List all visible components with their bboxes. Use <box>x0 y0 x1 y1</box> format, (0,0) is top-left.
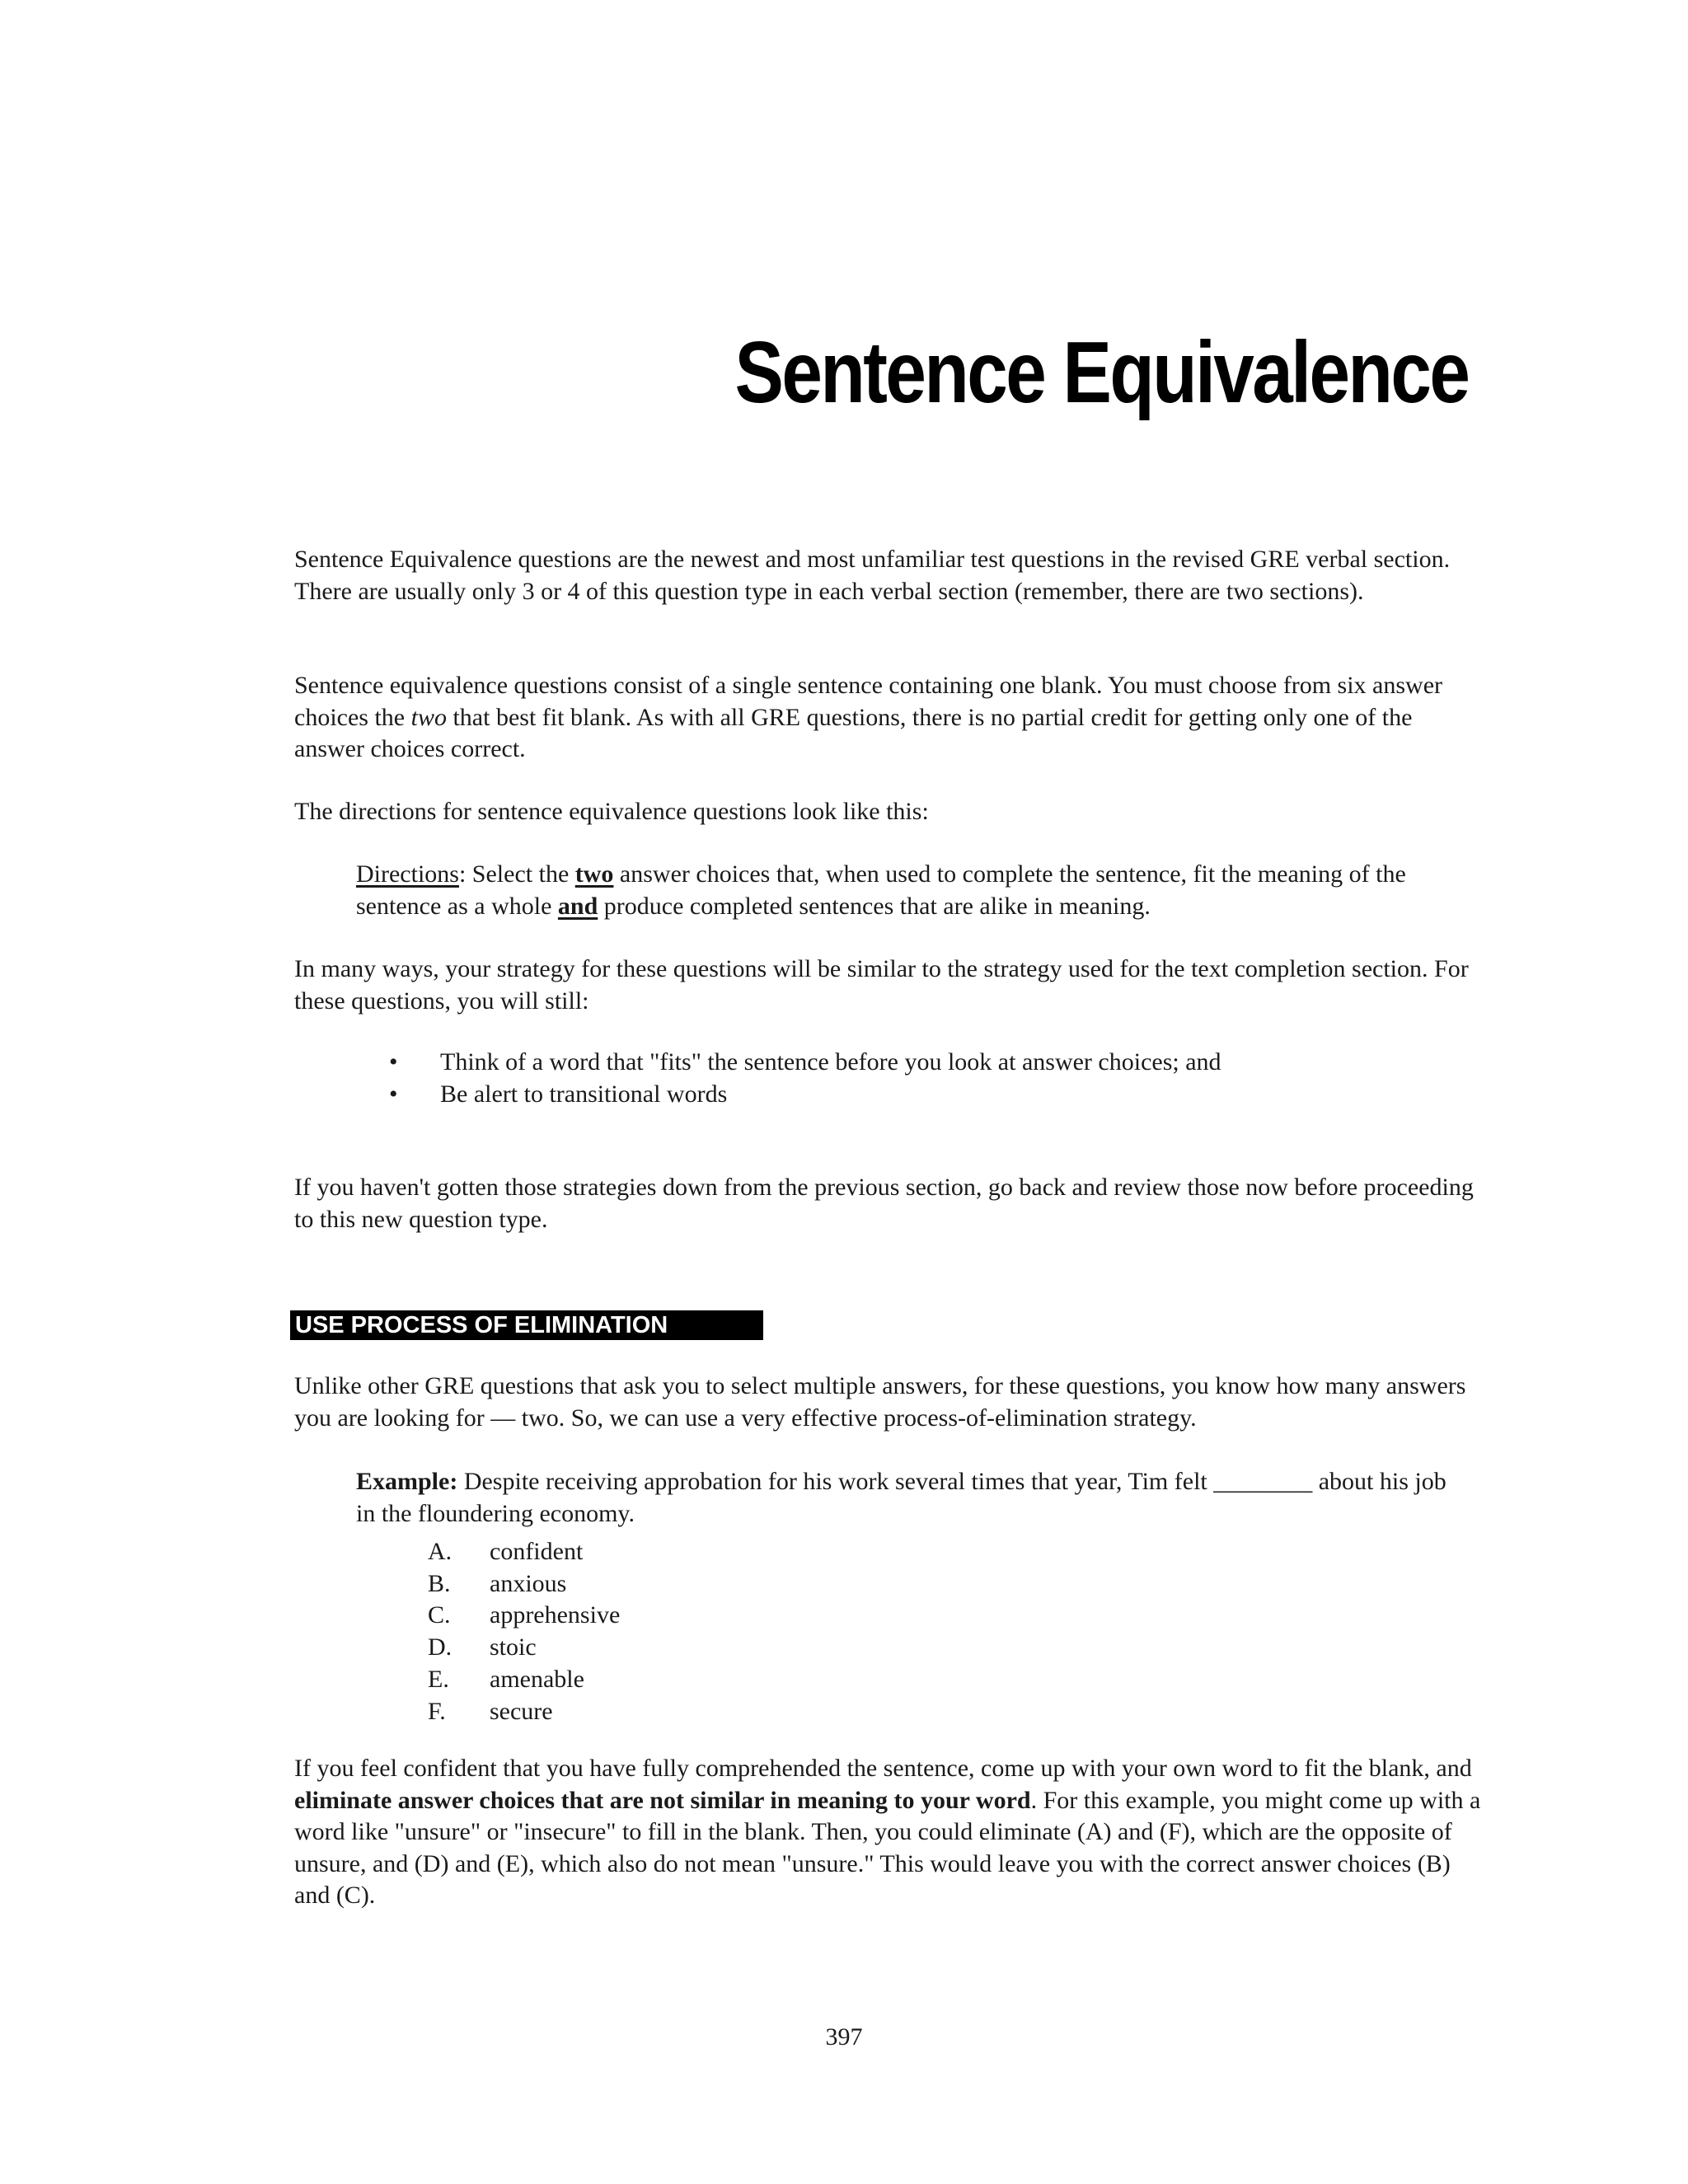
directions-box <box>356 859 1452 922</box>
directions-and: and <box>557 892 598 920</box>
directions-text-3: produce completed sentences that are alike in meaning. <box>598 892 1151 920</box>
option-letter: B. <box>428 1569 451 1597</box>
example-question <box>356 1466 1452 1530</box>
bullet-text: Be alert to transitional words <box>440 1080 728 1108</box>
intro-paragraph-2-emphasis: two <box>410 703 447 731</box>
option-letter: C. <box>428 1601 451 1629</box>
answer-option <box>428 1600 620 1632</box>
option-text: apprehensive <box>490 1601 621 1629</box>
option-text: amenable <box>490 1665 584 1693</box>
conclusion-bold: eliminate answer choices that are not similar in meaning to your word <box>294 1786 1031 1814</box>
directions-text-2: answer choices that, when used to complete the sentence, fit the meaning of the sentence as a whole <box>356 860 1406 920</box>
intro-paragraph-2-part-1: Sentence equivalence questions consist of a single sentence containing one blank. You must choose from six answer choices the <box>294 672 1443 731</box>
example-label: Example: <box>356 1468 458 1495</box>
option-text: anxious <box>490 1569 567 1597</box>
intro-paragraph-1: Sentence Equivalence questions are the newest and most unfamiliar test questions in the revised GRE verbal section. There are usually only 3 or 4 of this question type in each verbal section (remember, there are two sections). <box>294 546 1451 605</box>
option-text: confident <box>490 1538 584 1565</box>
answer-option <box>428 1568 620 1601</box>
option-text: secure <box>490 1697 553 1725</box>
conclusion-text-2: . For this example, you might come up with a word like "unsure" or "insecure" to fill in the blank. Then, you could eliminate (A) and (F), which are the opposite of unsure, and (D) and (E), which also do not mean "unsure." This would leave you with the correct answer choices (B) and (C). <box>294 1786 1481 1909</box>
directions-intro: The directions for sentence equivalence questions look like this: <box>294 798 929 825</box>
answer-option <box>428 1536 620 1568</box>
strategy-followup: If you haven't gotten those strategies down from the previous section, go back and review those now before proceeding to this new question type. <box>294 1174 1474 1233</box>
example-text: Despite receiving approbation for his work several times that year, Tim felt ________ about his job in the floundering economy. <box>356 1468 1447 1527</box>
conclusion-paragraph <box>294 1753 1481 1912</box>
list-item <box>389 1078 1221 1110</box>
directions-two: two <box>574 860 614 888</box>
intro-paragraph-2 <box>294 670 1481 766</box>
bullet-icon: • <box>389 1048 398 1076</box>
answer-option <box>428 1664 620 1696</box>
answer-option <box>428 1632 620 1664</box>
directions-label: Directions <box>356 860 459 888</box>
list-item <box>389 1046 1221 1078</box>
section-paragraph: Unlike other GRE questions that ask you to select multiple answers, for these questions, you know how many answers you are looking for — two. So, we can use a very effective process-of-elimination strategy. <box>294 1372 1466 1432</box>
option-letter: E. <box>428 1665 449 1693</box>
option-letter: F. <box>428 1697 446 1725</box>
page-title: Sentence Equivalence <box>734 324 1468 421</box>
section-header: USE PROCESS OF ELIMINATION <box>290 1310 763 1340</box>
page-number: 397 <box>825 2023 863 2050</box>
option-text: stoic <box>490 1633 537 1661</box>
option-letter: A. <box>428 1538 452 1565</box>
conclusion-text-1: If you feel confident that you have fully comprehended the sentence, come up with your own word to fit the blank, and <box>294 1755 1472 1782</box>
strategy-bullet-list <box>389 1046 1221 1110</box>
answer-options <box>428 1536 620 1727</box>
bullet-text: Think of a word that "fits" the sentence before you look at answer choices; and <box>440 1048 1221 1076</box>
strategy-paragraph: In many ways, your strategy for these questions will be similar to the strategy used for the text completion section. For these questions, you will still: <box>294 955 1469 1015</box>
answer-option <box>428 1696 620 1728</box>
intro-paragraph-2-part-2: that best fit blank. As with all GRE questions, there is no partial credit for getting only one of the answer choices correct. <box>294 703 1413 762</box>
option-letter: D. <box>428 1633 452 1661</box>
directions-text-1: : Select the <box>458 860 575 888</box>
bullet-icon: • <box>389 1080 398 1108</box>
